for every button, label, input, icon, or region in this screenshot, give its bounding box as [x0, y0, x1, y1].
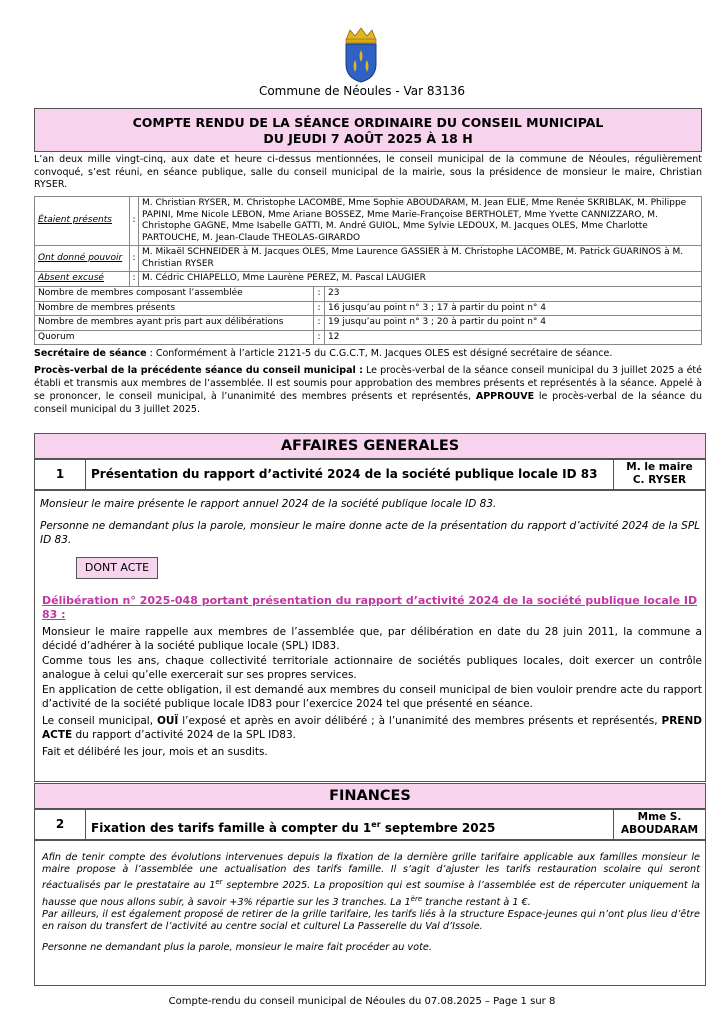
pv-label: Procès-verbal de la précédente séance du conseil municipal :: [34, 365, 363, 376]
decision-text: Le conseil municipal,: [42, 715, 157, 727]
secretary-text: : Conformément à l’article 2121-5 du C.G.C.T, M. Jacques OLES est désigné secrétaire de séance.: [146, 348, 613, 359]
count-label: Nombre de membres composant l’assemblée: [35, 287, 314, 302]
count-label: Nombre de membres présents: [35, 301, 314, 316]
attendance-value: M. Mikaël SCHNEIDER à M. Jacques OLES, Mme Laurence GASSIER à M. Christophe LACOMBE, M. Patrick GUARINOS à M. Christian RYSER: [139, 246, 702, 272]
member-count-table: [34, 286, 702, 345]
dont-acte-badge: DONT ACTE: [76, 557, 158, 579]
deliberation-closing: Fait et délibéré les jour, mois et an susdits.: [42, 746, 268, 758]
section-heading-finances: FINANCES: [34, 783, 706, 809]
previous-minutes-paragraph: [34, 364, 702, 416]
rapporteur-line-2: C. RYSER: [632, 474, 687, 486]
count-value: 16 jusqu’au point n° 3 ; 17 à partir du point n° 4: [325, 301, 702, 316]
attendance-label: Ont donné pouvoir: [35, 246, 130, 272]
item-title: Présentation du rapport d’activité 2024 de la société publique locale ID 83: [91, 467, 598, 481]
deliberation-paragraph: Comme tous les ans, chaque collectivité territoriale actionnaire de sociétés publiques locales, doit exercer un contrôle analogue à celui qu’elle exercerait sur ses propres services.: [42, 655, 702, 681]
secretary-paragraph: [34, 348, 702, 359]
rapporteur-line-1: Mme S.: [637, 811, 682, 823]
pv-text-2: le procès-verbal de la séance du conseil municipal du 3 juillet 2025.: [34, 391, 703, 415]
colon: :: [314, 287, 325, 302]
colon: :: [314, 330, 325, 345]
item-2-paragraph: Personne ne demandant plus la parole, monsieur le maire fait procéder au vote.: [42, 941, 432, 953]
text-part: Afin de tenir compte des évolutions intervenues depuis la fixation de la dernière grille tarifaire applicable aux familles monsieur le maire propose à l’assemblée une actualisation des tarifs famille. Il s’agit d’ajuster les tarifs restauration scolaire qui seront réactualisés par le prestataire au 1: [42, 852, 700, 892]
table-row: [35, 246, 702, 272]
text-part: septembre 2025. La proposition qui est soumise à l’assemblée est de répercuter uniquement la hausse que nous allons subir, à savoir +3% répartie sur les 3 tranches. La 1: [42, 880, 700, 909]
item-2-paragraph: Par ailleurs, il est également proposé de retirer de la grille tarifaire, les tarifs liés à la structure Espace-jeunes qui n’ont plus lieu d’être en raison du transfert de l’activité au centre social et culturel La Passerelle du Val d’Issole.: [42, 909, 700, 933]
attendance-label: Étaient présents: [35, 197, 130, 246]
table-row: [35, 330, 702, 345]
section-heading-affaires-generales: AFFAIRES GENERALES: [34, 433, 706, 459]
table-row: [35, 272, 702, 287]
table-row: [35, 316, 702, 331]
title-line-1: COMPTE RENDU DE LA SÉANCE ORDINAIRE DU CONSEIL MUNICIPAL: [132, 115, 604, 130]
commune-crest-logo: [338, 26, 384, 84]
attendance-value: M. Christian RYSER, M. Christophe LACOMBE, Mme Sophie ABOUDARAM, M. Jean ELIE, Mme Renée SKRIBLAK, M. Philippe PAPINI, Mme Nicole LEBON, Mme Ariane BOSSEZ, Mme Marie-Françoise BERTHOLET, Mme Yvette CANNIZZARO, M. Christophe GAGNE, Mme Isabelle GATTI, M. André GUIOL, Mme Sylvie LEDOUX, M. Jacques OLES, Mme Charlotte PARTOUCHE, M. Jean-Claude THEOLAS-GIRARDO: [139, 197, 702, 246]
rapporteur-line-1: M. le maire: [626, 461, 693, 473]
item-2-text: [42, 852, 700, 954]
text-sup: ère: [410, 894, 423, 903]
item-1-paragraph: Monsieur le maire présente le rapport annuel 2024 de la société publique locale ID 83.: [40, 498, 497, 510]
deliberation-decision: [42, 715, 702, 742]
item-rapporteur: [613, 460, 705, 489]
colon: :: [130, 246, 139, 272]
deliberation-paragraph: En application de cette obligation, il est demandé aux membres du conseil municipal de bien vouloir prendre acte du rapport d’activité de la société publique locale ID83 pour l’exercice 2024 tel que présenté en séance.: [42, 684, 702, 710]
item-rapporteur: [613, 810, 705, 839]
page-title: [34, 108, 702, 152]
decision-prend-acte: PREND ACTE: [42, 715, 702, 741]
pv-approve: APPROUVE: [475, 391, 535, 402]
table-row: [35, 197, 702, 246]
item-title: [87, 810, 651, 839]
deliberation-paragraph: Monsieur le maire rappelle aux membres de l’assemblée que, par délibération en date du 28 juin 2011, la commune a décidé d’adhérer à la société publique locale (SPL) ID83.: [42, 626, 702, 652]
item-number: 1: [35, 460, 86, 489]
colon: :: [130, 272, 139, 287]
attendance-table: [34, 196, 702, 287]
decision-text: l’exposé et après en avoir délibéré ; à l’unanimité des membres présents et représentés,: [178, 715, 662, 727]
count-value: 23: [325, 287, 702, 302]
decision-oui: OUÏ: [156, 715, 179, 727]
colon: :: [314, 301, 325, 316]
intro-paragraph: L’an deux mille vingt-cinq, aux date et heure ci-dessus mentionnées, le conseil municipal de la commune de Néoules, régulièrement convoqué, s’est réuni, en séance publique, salle du conseil municipal de la mairie, sous la présidence de monsieur le maire, Christian RYSER.: [34, 154, 702, 190]
count-value: 19 jusqu’au point n° 3 ; 20 à partir du point n° 4: [325, 316, 702, 331]
count-label: Nombre de membres ayant pris part aux délibérations: [35, 316, 314, 331]
secretary-label: Secrétaire de séance: [34, 348, 147, 359]
table-row: [35, 287, 702, 302]
attendance-label: Absent excusé: [35, 272, 130, 287]
item-1-paragraph: Personne ne demandant plus la parole, monsieur le maire donne acte de la présentation du rapport d’activité 2024 de la SPL ID 83.: [40, 520, 700, 546]
item-title-part: Fixation des tarifs famille à compter du 1: [91, 821, 372, 835]
attendance-value: M. Cédric CHIAPELLO, Mme Laurène PEREZ, M. Pascal LAUGIER: [139, 272, 702, 287]
deliberation-title: Délibération n° 2025-048 portant présentation du rapport d’activité 2024 de la société publique locale ID 83 :: [42, 594, 698, 621]
title-line-2: DU JEUDI 7 AOÛT 2025 À 18 H: [263, 131, 473, 146]
pv-text-1: Le procès-verbal de la séance conseil municipal du 3 juillet 2025 a été établi et transmis aux membres de l’assemblée. Il est soumis pour approbation des membres présents et représentés à la séance. Appelé à se prononcer, le conseil municipal, à l’unanimité des membres présents et représentés,: [34, 365, 702, 402]
item-title-sup: er: [371, 820, 381, 829]
item-number: 2: [35, 810, 86, 839]
commune-name: Commune de Néoules - Var 83136: [258, 84, 466, 98]
agenda-item-2: [34, 809, 706, 840]
table-row: [35, 301, 702, 316]
text-part: tranche restant à 1 €.: [422, 897, 531, 909]
deliberation-body: [42, 626, 702, 760]
item-2-paragraph: [42, 852, 700, 909]
count-value: 12: [325, 330, 702, 345]
item-title-part: septembre 2025: [380, 821, 496, 835]
text-sup: er: [215, 878, 223, 887]
agenda-item-1: [34, 459, 706, 490]
decision-text: du rapport d’activité 2024 de la SPL ID83.: [72, 728, 297, 741]
rapporteur-line-2: ABOUDARAM: [620, 824, 699, 836]
count-label: Quorum: [35, 330, 314, 345]
page-footer: Compte-rendu du conseil municipal de Néoules du 07.08.2025 – Page 1 sur 8: [168, 996, 556, 1007]
colon: :: [130, 197, 139, 246]
colon: :: [314, 316, 325, 331]
